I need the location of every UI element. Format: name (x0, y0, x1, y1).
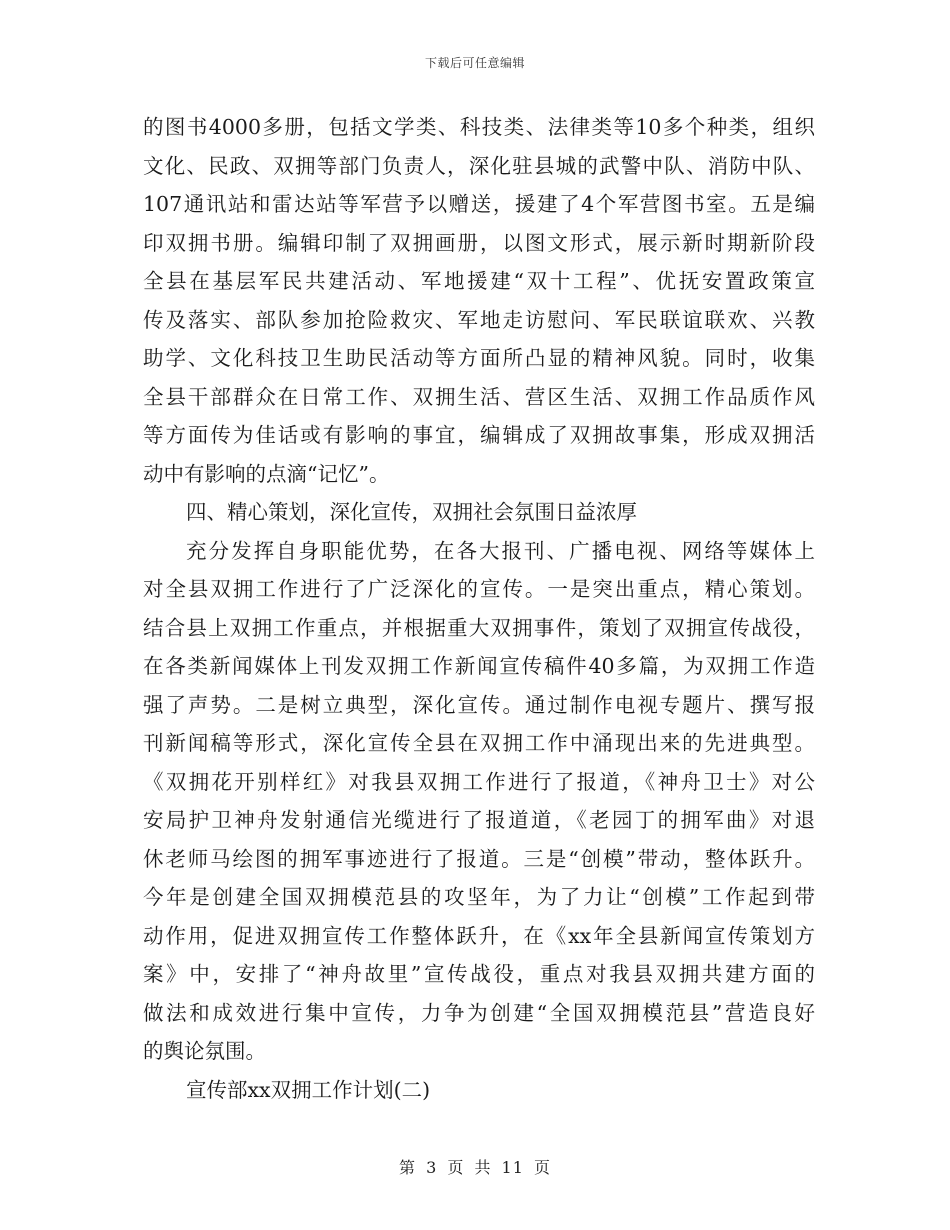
text-line: 《双拥花开别样红》对我县双拥工作进行了报道，《神舟卫士》对公 (143, 769, 815, 794)
text-line: 休老师马绘图的拥军事迹进行了报道。三是“创模”带动，整体跃升。 (143, 846, 815, 871)
text-line: 在各类新闻媒体上刊发双拥工作新闻宣传稿件40多篇，为双拥工作造 (143, 654, 815, 678)
text-line: 充分发挥自身职能优势，在各大报刊、广播电视、网络等媒体上 (186, 538, 815, 563)
text-line: 等方面传为佳话或有影响的事宜，编辑成了双拥故事集，形成双拥活 (143, 423, 815, 447)
text-line: 动作用，促进双拥宣传工作整体跃升，在《xx年全县新闻宣传策划方 (143, 923, 815, 948)
text-line: 的图书4000多册，包括文学类、科技类、法律类等10多个种类，组织 (143, 115, 815, 139)
document-body (143, 108, 815, 1109)
text-line: 的舆论氛围。 (143, 1039, 266, 1063)
text-line: 动中有影响的点滴“记忆”。 (143, 461, 390, 486)
text-line: 文化、民政、双拥等部门负责人，深化驻县城的武警中队、消防中队、 (143, 153, 815, 178)
text-line: 做法和成效进行集中宣传，力争为创建“全国双拥模范县”营造良好 (143, 1000, 815, 1025)
text-line: 印双拥书册。编辑印制了双拥画册，以图文形式，展示新时期新阶段 (143, 230, 815, 255)
text-line: 今年是创建全国双拥模范县的攻坚年，为了力让“创模”工作起到带 (143, 885, 815, 909)
text-line: 案》中，安排了“神舟故里”宣传战役，重点对我县双拥共建方面的 (143, 962, 815, 986)
text-line: 全县在基层军民共建活动、军地援建“双十工程”、优抚安置政策宣 (143, 269, 815, 293)
page-number: 第 3 页 共 11 页 (399, 1158, 551, 1177)
text-line: 安局护卫神舟发射通信光缆进行了报道道，《老园丁的拥军曲》对退 (143, 808, 815, 832)
text-line: 强了声势。二是树立典型，深化宣传。通过制作电视专题片、撰写报 (143, 692, 815, 717)
page-header: 下载后可任意编辑 (424, 56, 525, 70)
text-line: 对全县双拥工作进行了广泛深化的宣传。一是突出重点，精心策划。 (143, 577, 815, 601)
text-line: 宣传部xx双拥工作计划(二) (186, 1077, 431, 1102)
text-line: 传及落实、部队参加抢险救灾、军地走访慰问、军民联谊联欢、兴教 (143, 307, 815, 332)
text-line: 全县干部群众在日常工作、双拥生活、营区生活、双拥工作品质作风 (143, 384, 815, 409)
text-line: 107通讯站和雷达站等军营予以赠送，援建了4个军营图书室。五是编 (143, 192, 815, 216)
text-line: 刊新闻稿等形式，深化宣传全县在双拥工作中涌现出来的先进典型。 (143, 731, 815, 755)
text-line: 四、精心策划，深化宣传，双拥社会氛围日益浓厚 (186, 500, 637, 524)
text-line: 助学、文化科技卫生助民活动等方面所凸显的精神风貌。同时，收集 (143, 346, 815, 370)
text-line: 结合县上双拥工作重点，并根据重大双拥事件，策划了双拥宣传战役， (143, 615, 815, 640)
